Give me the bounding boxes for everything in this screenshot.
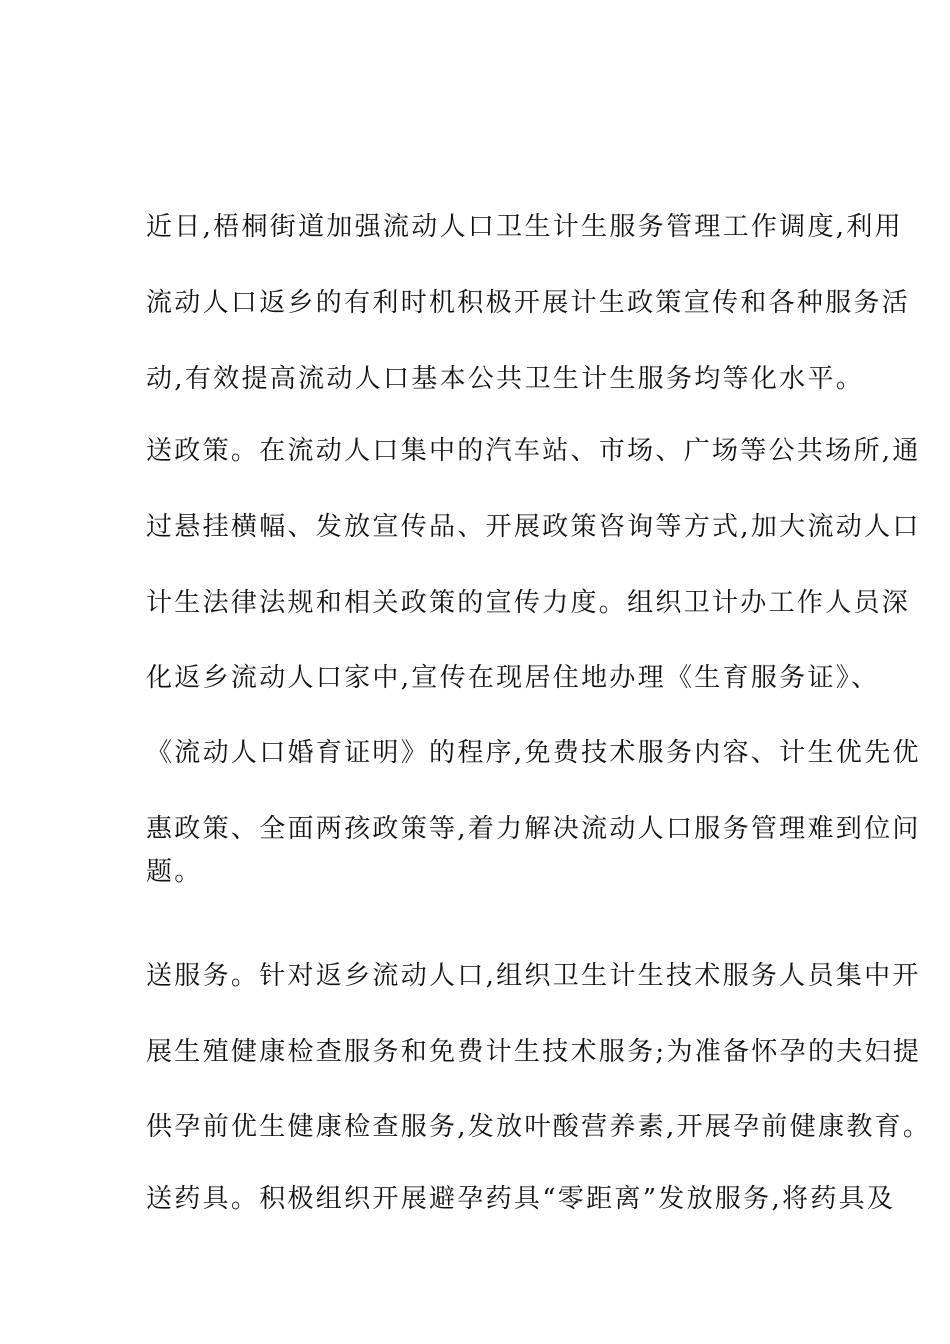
paragraph-1-line-2: 流动人口返乡的有利时机积极开展计生政策宣传和各种服务活 bbox=[146, 288, 911, 318]
paragraph-2-line-1: 送政策。在流动人口集中的汽车站、市场、广场等公共场所,通 bbox=[146, 436, 921, 466]
paragraph-2-line-7: 题。 bbox=[146, 857, 203, 887]
paragraph-1-line-3: 动,有效提高流动人口基本公共卫生计生服务均等化水平。 bbox=[146, 364, 865, 394]
paragraph-4-line-1: 送药具。积极组织开展避孕药具“零距离”发放服务,将药具及 bbox=[146, 1184, 896, 1214]
paragraph-3-line-3: 供孕前优生健康检查服务,发放叶酸营养素,开展孕前健康教育。 bbox=[146, 1112, 932, 1142]
paragraph-2-line-5: 《流动人口婚育证明》的程序,免费技术服务内容、计生优先优 bbox=[146, 738, 921, 768]
paragraph-2-line-4: 化返乡流动人口家中,宣传在现居住地办理《生育服务证》、 bbox=[146, 663, 880, 693]
paragraph-3-line-1: 送服务。针对返乡流动人口,组织卫生计生技术服务人员集中开 bbox=[146, 961, 921, 991]
paragraph-3-line-2: 展生殖健康检查服务和免费计生技术服务;为准备怀孕的夫妇提 bbox=[146, 1037, 922, 1067]
paragraph-2-line-6: 惠政策、全面两孩政策等,着力解决流动人口服务管理难到位问 bbox=[146, 814, 921, 844]
paragraph-1-line-1: 近日,梧桐街道加强流动人口卫生计生服务管理工作调度,利用 bbox=[146, 212, 903, 242]
paragraph-2-line-2: 过悬挂横幅、发放宣传品、开展政策咨询等方式,加大流动人口 bbox=[146, 512, 921, 542]
paragraph-2-line-3: 计生法律法规和相关政策的宣传力度。组织卫计办工作人员深 bbox=[146, 588, 911, 618]
